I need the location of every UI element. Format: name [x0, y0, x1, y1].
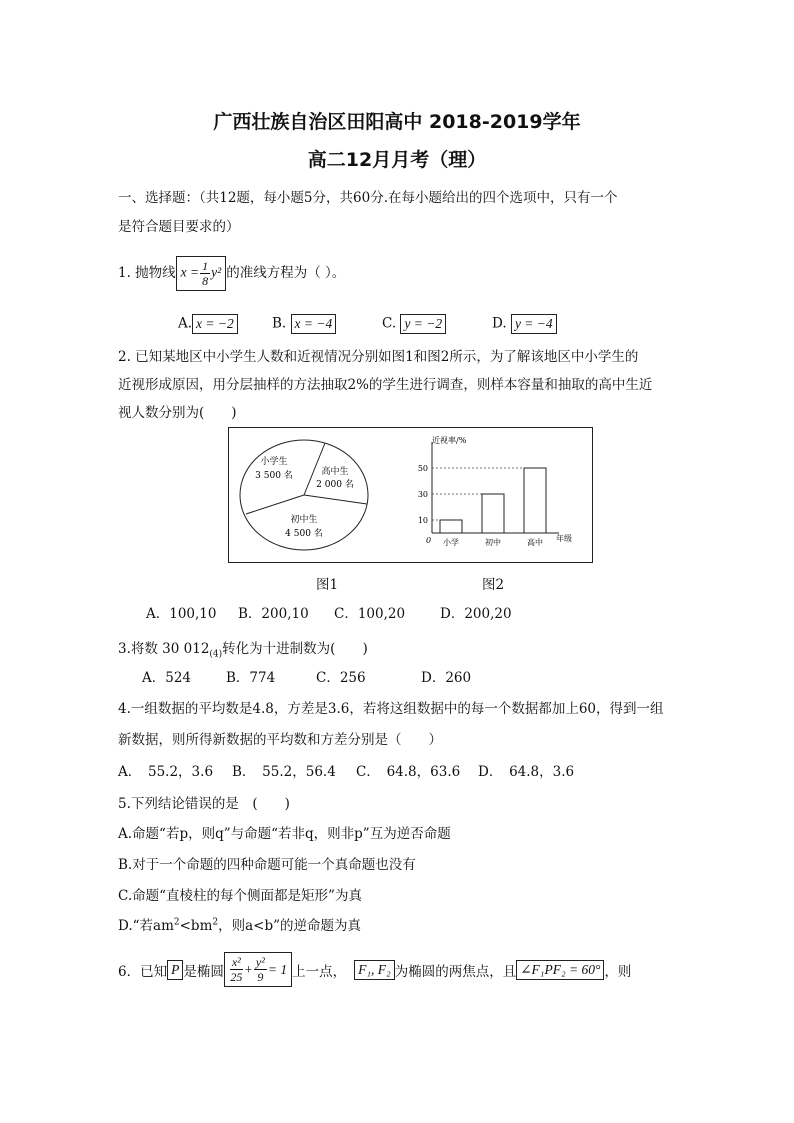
- q5-option-b: B.对于一个命题的四种命题可能一个真命题也没有: [118, 857, 416, 873]
- q1-option-c: [382, 314, 446, 334]
- q1-frac-num: 1: [202, 259, 209, 273]
- q1-eq-lhs: x =: [180, 264, 200, 280]
- q6-frac-x-num: x²: [231, 955, 241, 969]
- question-1-stem: [118, 256, 345, 291]
- q5-option-c: C.命题“直棱柱的每个侧面都是矩形”为真: [118, 888, 362, 904]
- q5-d-text-b: <bm: [179, 918, 213, 934]
- section-heading-line2: 是符合题目要求的）: [118, 219, 240, 235]
- question-2-figure: [228, 427, 593, 563]
- q1-option-c-box: y = −2: [400, 314, 446, 334]
- q3-option-b: B．774: [226, 670, 276, 686]
- q1-option-b: [272, 314, 336, 334]
- q6-prefix: 6．已知: [118, 963, 168, 980]
- pie-label-middle-name: 初中生: [290, 515, 318, 525]
- q4-option-b: B． 55.2，56.4: [232, 764, 336, 780]
- q6-text-3: 为椭圆的两焦点，且: [394, 963, 517, 980]
- q1-frac-den: 8: [202, 274, 209, 288]
- figure-1-caption: 图1: [316, 577, 339, 593]
- q1-prefix: 1. 抛物线: [118, 265, 176, 281]
- pie-label-primary-name: 小学生: [260, 457, 288, 467]
- q1-eq-rest: y²: [211, 264, 222, 280]
- q6-equals: = 1: [267, 961, 288, 977]
- q6-text-2: 上一点，: [292, 963, 347, 980]
- bar-高中: [524, 468, 546, 533]
- q6-frac-y-num: y²: [255, 955, 265, 969]
- bar-chart-ytick-label: 50: [417, 464, 428, 473]
- exam-title-line1: 广西壮族自治区田阳高中 2018-2019学年: [213, 111, 581, 133]
- bar-chart-ytick-label: 10: [417, 516, 428, 525]
- bar-chart-ytick-label: 30: [417, 490, 428, 499]
- pie-divider-3: [246, 495, 304, 514]
- q6-plus: +: [243, 961, 253, 977]
- question-2-line2: 近视形成原因，用分层抽样的方法抽取2%的学生进行调查，则样本容量和抽取的高中生近: [118, 377, 653, 393]
- q2-option-a: A．100,10: [146, 606, 217, 622]
- exam-title-line2: 高二12月月考（理）: [307, 149, 487, 171]
- q3-option-d: D．260: [421, 670, 472, 686]
- figure-svg: [229, 428, 592, 562]
- bar-小学: [440, 520, 462, 533]
- q3-base-subscript: (4): [209, 649, 223, 660]
- bar-chart-ylabel: 近视率/%: [432, 436, 467, 445]
- pie-label-high-count: 2 000 名: [316, 480, 354, 490]
- q1-suffix: 的准线方程为（ ）。: [226, 265, 346, 281]
- q6-frac-x: [230, 955, 243, 984]
- q3-option-a: A．524: [142, 670, 192, 686]
- q4-option-d: D． 64.8，3.6: [478, 764, 575, 780]
- q4-option-c: C． 64.8，63.6: [356, 764, 461, 780]
- q2-option-b: B．200,10: [238, 606, 309, 622]
- bar-chart-xlabel: 年级: [556, 534, 572, 543]
- q3-text-a: 3.将数 30 012: [118, 641, 210, 657]
- bar-chart-origin-label: 0: [426, 536, 432, 545]
- q1-fraction: [200, 259, 210, 288]
- q6-point-p-box: P: [167, 960, 183, 980]
- q1-option-a: [178, 314, 238, 334]
- q1-option-d-box: y = −4: [511, 314, 557, 334]
- q5-d-sup-2: 2: [212, 917, 219, 928]
- q2-option-c: C．100,20: [334, 606, 406, 622]
- section-heading-line1: 一、选择题：（共12题，每小题5分，共60分.在每小题给出的四个选项中，只有一个: [118, 190, 618, 206]
- q6-angle-box: ∠F₁PF₂ = 60°: [516, 960, 604, 980]
- q5-d-sup-1: 2: [173, 917, 180, 928]
- q6-foci-box: F₁, F₂: [354, 960, 395, 980]
- q1-option-d-label: D.: [492, 315, 507, 332]
- q6-frac-x-den: 25: [230, 970, 243, 984]
- pie-label-middle-count: 4 500 名: [285, 529, 323, 539]
- question-5-stem: 5.下列结论错误的是 ( ): [118, 796, 290, 812]
- q1-option-a-label: A.: [178, 315, 193, 332]
- q6-text-1: 是椭圆: [183, 963, 224, 980]
- question-4-line2: 新数据，则所得新数据的平均数和方差分别是（ ）: [118, 732, 442, 748]
- q5-option-a: A.命题“若p，则q”与命题“若非q，则非p”互为逆否命题: [118, 826, 451, 842]
- q6-frac-y-den: 9: [257, 970, 264, 984]
- q1-option-a-box: x = −2: [192, 314, 238, 334]
- bar-chart: [418, 435, 572, 547]
- q1-option-b-box: x = −4: [291, 314, 337, 334]
- q1-equation-box: [176, 256, 227, 291]
- pie-label-primary-count: 3 500 名: [255, 471, 293, 481]
- q4-option-a: A． 55.2，3.6: [118, 764, 214, 780]
- q3-option-c: C．256: [316, 670, 366, 686]
- q3-text-b: 转化为十进制数为( ): [222, 641, 368, 657]
- q5-d-text-a: D.“若am: [118, 918, 174, 934]
- q2-option-d: D．200,20: [440, 606, 512, 622]
- q6-text-4: ，则: [604, 963, 632, 980]
- q6-ellipse-equation-box: [224, 952, 292, 987]
- bar-chart-xtick-label: 小学: [443, 538, 459, 547]
- pie-label-high-name: 高中生: [321, 467, 349, 477]
- question-4-line1: 4.一组数据的平均数是4.8，方差是3.6，若将这组数据中的每一个数据都加上60，得到一组: [118, 701, 664, 717]
- q6-frac-y: [254, 955, 267, 984]
- q1-option-d: [492, 314, 557, 334]
- pie-divider-2: [304, 495, 367, 504]
- question-6-stem: [118, 952, 631, 987]
- question-2-line3: 视人数分别为( ): [118, 405, 237, 421]
- q1-option-c-label: C.: [382, 315, 397, 332]
- figure-2-caption: 图2: [482, 577, 505, 593]
- q5-option-d: [118, 914, 361, 934]
- q1-option-b-label: B.: [272, 315, 287, 332]
- bar-chart-xtick-label: 高中: [527, 538, 543, 547]
- pie-chart: [240, 440, 368, 550]
- bar-chart-xtick-label: 初中: [485, 538, 501, 547]
- q5-d-text-c: ，则a<b”的逆命题为真: [218, 918, 362, 934]
- bar-初中: [482, 494, 504, 533]
- question-2-line1: 2. 已知某地区中小学生人数和近视情况分别如图1和图2所示，为了解该地区中小学生的: [118, 349, 639, 365]
- question-3-stem: [118, 637, 368, 660]
